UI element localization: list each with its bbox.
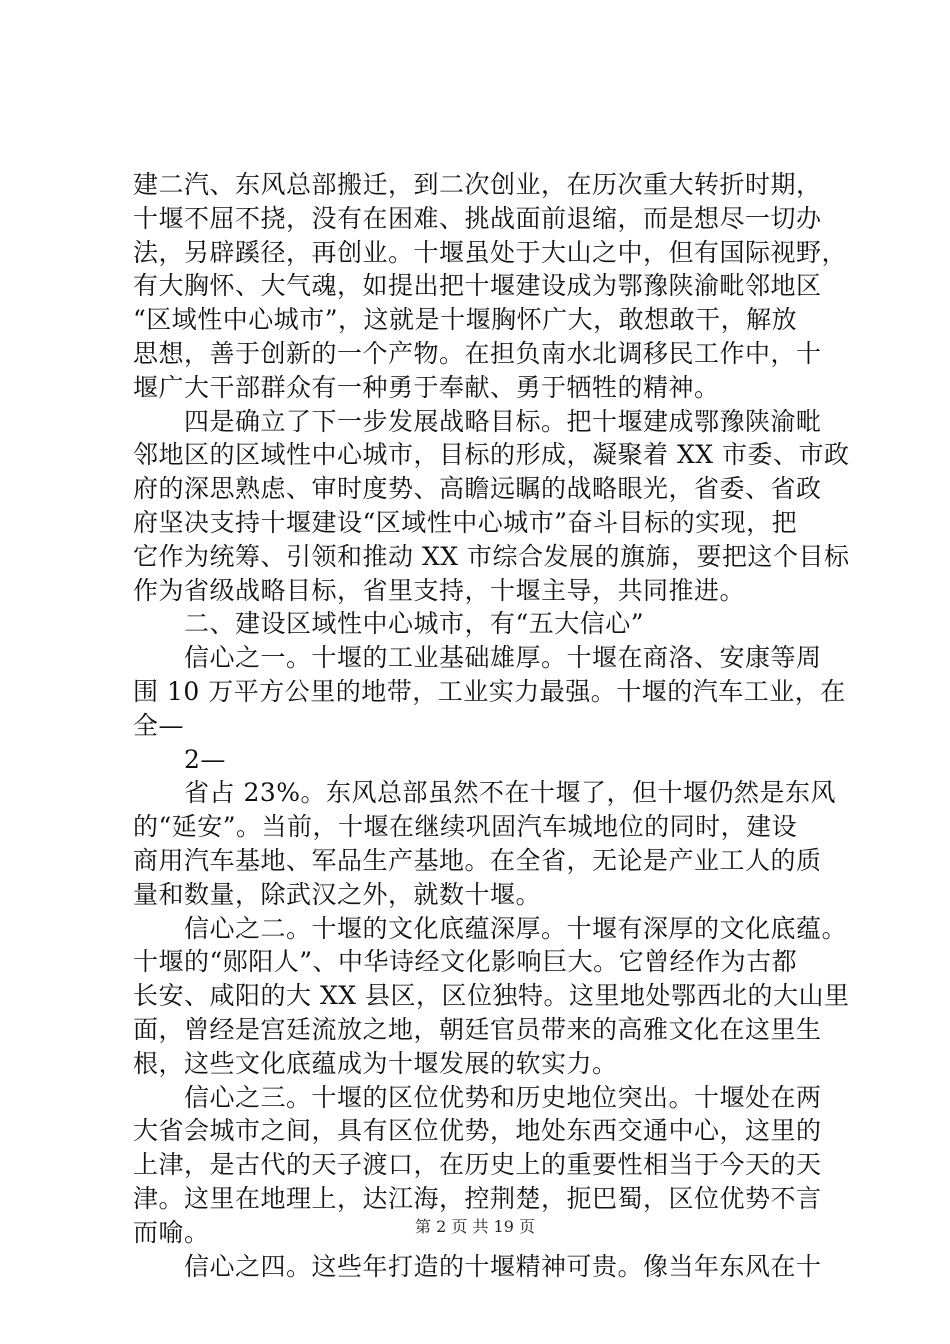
text-line: 府坚决支持十堰建设“区域性中心城市”奋斗目标的实现，把 (133, 507, 798, 537)
text-line: 信心之二。十堰的文化底蕴深厚。十堰有深厚的文化底蕴。 (133, 913, 848, 943)
text-line: 思想，善于创新的一个产物。在担负南水北调移民工作中，十 (133, 338, 822, 368)
text-line: 邻地区的区域性中心城市，目标的形成，凝聚着 XX 市委、市政 (133, 440, 850, 470)
text-line: 府的深思熟虑、审时度势、高瞻远瞩的战略眼光，省委、省政 (133, 474, 822, 504)
text-line: 信心之四。这些年打造的十堰精神可贵。像当年东风在十 (133, 1251, 822, 1281)
text-line: 四是确立了下一步发展战略目标。把十堰建成鄂豫陕渝毗 (133, 406, 822, 436)
text-line: 而喻。 (133, 1217, 210, 1247)
text-line: 堰广大干部群众有一种勇于奉献、勇于牺牲的精神。 (133, 372, 720, 402)
text-line: 上津，是古代的天子渡口，在历史上的重要性相当于今天的天 (133, 1150, 822, 1180)
text-line: “区域性中心城市”，这就是十堰胸怀广大，敢想敢干，解放 (133, 305, 798, 335)
text-line: 围 10 万平方公里的地带，工业实力最强。十堰的汽车工业，在 (133, 676, 846, 706)
text-line: 信心之一。十堰的工业基础雄厚。十堰在商洛、安康等周 (133, 643, 822, 673)
text-line: 十堰不屈不挠，没有在困难、挑战面前退缩，而是想尽一切办 (133, 203, 822, 233)
text-line: 根，这些文化底蕴成为十堰发展的软实力。 (133, 1048, 618, 1078)
text-line: 建二汽、东风总部搬迁，到二次创业，在历次重大转折时期， (133, 170, 822, 199)
section-heading: 二、建设区域性中心城市，有“五大信心” (133, 609, 645, 639)
text-line: 全— (133, 710, 185, 740)
document-body (133, 168, 850, 1283)
text-line: 作为省级战略目标，省里支持，十堰主导，共同推进。 (133, 575, 746, 605)
text-line: 长安、咸阳的大 XX 县区，区位独特。这里地处鄂西北的大山里 (133, 981, 850, 1011)
text-line: 十堰的“郧阳人”、中华诗经文化影响巨大。它曾经作为古都 (133, 947, 798, 977)
text-line: 面，曾经是宫廷流放之地，朝廷官员带来的高雅文化在这里生 (133, 1014, 822, 1044)
text-line: 津。这里在地理上，达江海，控荆楚，扼巴蜀，区位优势不言 (133, 1183, 822, 1213)
inline-page-marker: 2— (133, 744, 226, 774)
text-line: 量和数量，除武汉之外，就数十堰。 (133, 879, 542, 909)
text-line: 大省会城市之间，具有区位优势，地处东西交通中心，这里的 (133, 1116, 822, 1146)
text-line: 它作为统筹、引领和推动 XX 市综合发展的旗旆，要把这个目标 (133, 541, 850, 571)
page-footer: 第 2 页 共 19 页 (415, 1217, 535, 1236)
text-line: 法，另辟蹊径，再创业。十堰虽处于大山之中，但有国际视野， (133, 237, 848, 267)
text-line: 省占 23%。东风总部虽然不在十堰了，但十堰仍然是东风 (133, 778, 837, 808)
text-line: 有大胸怀、大气魂，如提出把十堰建设成为鄂豫陕渝毗邻地区 (133, 271, 822, 301)
text-line: 信心之三。十堰的区位优势和历史地位突出。十堰处在两 (133, 1082, 822, 1112)
text-line: 的“延安”。当前，十堰在继续巩固汽车城地位的同时，建设 (133, 812, 798, 842)
text-line: 商用汽车基地、军品生产基地。在全省，无论是产业工人的质 (133, 845, 822, 875)
